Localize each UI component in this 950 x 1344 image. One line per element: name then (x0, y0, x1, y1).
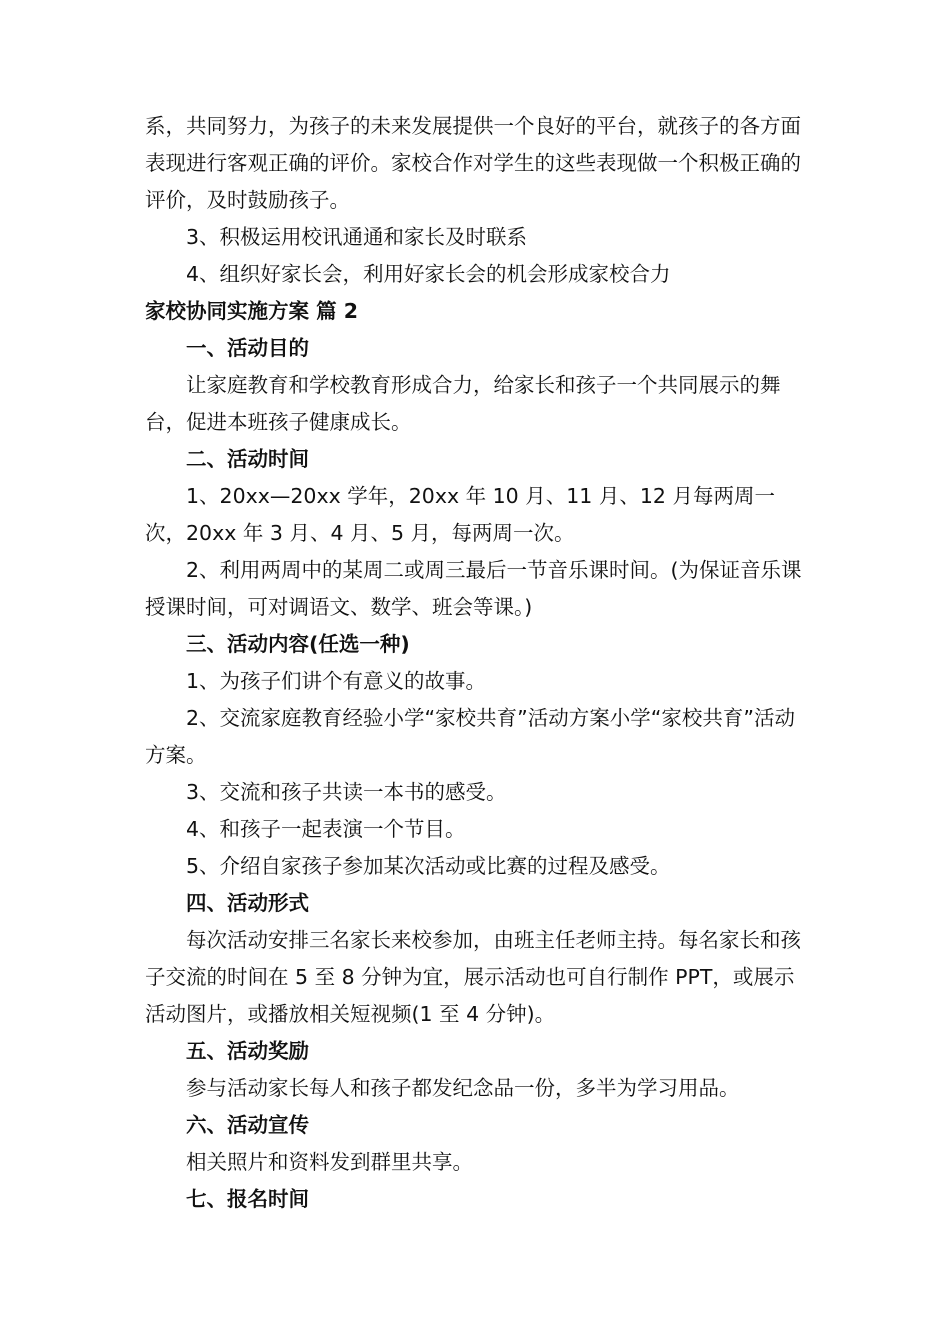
section-heading: 七、报名时间 (186, 1187, 309, 1211)
section-title: 家校协同实施方案 篇 2 (145, 299, 359, 323)
section-heading: 一、活动目的 (186, 336, 309, 360)
body-paragraph: 让家庭教育和学校教育形成合力，给家长和孩子一个共同展示的舞台，促进本班孩子健康成长。 (145, 373, 781, 434)
body-paragraph: 相关照片和资料发到群里共享。 (186, 1150, 473, 1174)
section-heading: 四、活动形式 (186, 891, 309, 915)
section-heading: 三、活动内容(任选一种) (186, 632, 410, 656)
list-item: 3、交流和孩子共读一本书的感受。 (186, 780, 507, 804)
document-body (145, 108, 813, 1218)
body-paragraph: 系，共同努力，为孩子的未来发展提供一个良好的平台，就孩子的各方面表现进行客观正确的评价。家校合作对学生的这些表现做一个积极正确的评价，及时鼓励孩子。 (145, 114, 801, 212)
body-paragraph: 2、利用两周中的某周二或周三最后一节音乐课时间。(为保证音乐课授课时间，可对调语文、数学、班会等课。) (145, 558, 802, 619)
section-heading: 五、活动奖励 (186, 1039, 309, 1063)
body-paragraph: 4、组织好家长会，利用好家长会的机会形成家校合力 (186, 262, 671, 286)
body-paragraph: 参与活动家长每人和孩子都发纪念品一份，多半为学习用品。 (186, 1076, 740, 1100)
section-heading: 六、活动宣传 (186, 1113, 309, 1137)
list-item: 2、交流家庭教育经验小学“家校共育”活动方案小学“家校共育”活动方案。 (145, 706, 796, 767)
list-item: 5、介绍自家孩子参加某次活动或比赛的过程及感受。 (186, 854, 671, 878)
body-paragraph: 3、积极运用校讯通通和家长及时联系 (186, 225, 528, 249)
body-paragraph: 每次活动安排三名家长来校参加，由班主任老师主持。每名家长和孩子交流的时间在 5 至 8 分钟为宜，展示活动也可自行制作 PPT，或展示活动图片，或播放相关短视频(1 至 4 分钟)。 (145, 928, 801, 1026)
body-paragraph: 1、20xx—20xx 学年，20xx 年 10 月、11 月、12 月每两周一次，20xx 年 3 月、4 月、5 月，每两周一次。 (145, 484, 775, 545)
section-heading: 二、活动时间 (186, 447, 309, 471)
list-item: 1、为孩子们讲个有意义的故事。 (186, 669, 487, 693)
list-item: 4、和孩子一起表演一个节目。 (186, 817, 466, 841)
